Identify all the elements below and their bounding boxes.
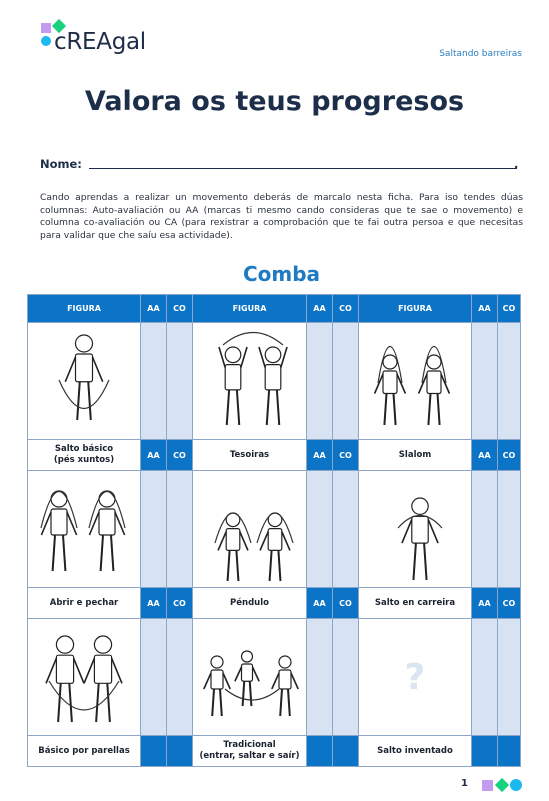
header-aa-2: AA [307, 295, 333, 323]
co-checkbox[interactable] [167, 471, 193, 588]
figure-cell [193, 471, 307, 588]
aa-checkbox[interactable] [307, 323, 333, 440]
co-checkbox[interactable] [498, 471, 521, 588]
label-row [28, 588, 521, 619]
intro-paragraph: Cando aprendas a realizar un movemento deberás de marcalo nesta ficha. Para iso tendes dúas columnas: Auto-avaliación ou AA (marcas ti mesmo cando consideras que te sae o movemento) e columna co-avaliación ou CA (para rexistrar a comprobación que te fai outra persoa e que necesitas para validar que che saíu esa actividade). [40, 192, 523, 241]
figure-cell [193, 619, 307, 736]
figure-label: Salto en carreira [359, 588, 472, 619]
name-field-end: . [514, 157, 519, 171]
creagal-logo [38, 19, 168, 55]
figure-label: Tesoiras [193, 440, 307, 471]
pendulum-jump-icon [195, 473, 305, 585]
figure-cell [193, 323, 307, 440]
footer-circle-blue [510, 779, 522, 791]
figure-cell [359, 619, 472, 736]
aa-label: AA [472, 588, 498, 619]
aa-checkbox[interactable] [141, 471, 167, 588]
figure-cell [28, 323, 141, 440]
co-label: CO [167, 440, 193, 471]
header-aa-1: AA [141, 295, 167, 323]
logo-text: cREAgal [54, 29, 146, 55]
aa-label: AA [141, 440, 167, 471]
figure-label: Básico por parellas [28, 736, 141, 767]
figure-cell [28, 619, 141, 736]
footer-diamond-green [495, 778, 509, 792]
figure-label: Salto básico (pés xuntos) [28, 440, 141, 471]
scissors-jump-icon [195, 325, 305, 437]
footer-square-purple [482, 780, 493, 791]
co-label: CO [167, 588, 193, 619]
header-figura-1: FIGURA [28, 295, 141, 323]
aa-checkbox[interactable] [472, 471, 498, 588]
figure-cell [359, 323, 472, 440]
aa-label: AA [307, 588, 333, 619]
page-number: 1 [461, 778, 468, 789]
aa-label: AA [141, 588, 167, 619]
aa-label-cell [307, 736, 333, 767]
co-label: CO [333, 588, 359, 619]
co-checkbox[interactable] [167, 619, 193, 736]
header-co-2: CO [333, 295, 359, 323]
table-row [28, 619, 521, 736]
co-checkbox[interactable] [333, 471, 359, 588]
co-label: CO [333, 440, 359, 471]
figure-label: Péndulo [193, 588, 307, 619]
table-row [28, 323, 521, 440]
slalom-jump-icon [360, 325, 470, 437]
co-checkbox[interactable] [333, 619, 359, 736]
single-jumper-icon [29, 325, 139, 437]
figure-label: Salto inventado [359, 736, 472, 767]
logo-circle-blue [41, 36, 51, 46]
co-checkbox[interactable] [498, 619, 521, 736]
co-checkbox[interactable] [333, 323, 359, 440]
co-label: CO [498, 588, 521, 619]
page-title: Valora os teus progresos [84, 86, 465, 117]
header-co-3: CO [498, 295, 521, 323]
aa-label: AA [472, 440, 498, 471]
aa-checkbox[interactable] [307, 471, 333, 588]
label-row [28, 440, 521, 471]
aa-checkbox[interactable] [307, 619, 333, 736]
progress-table [27, 294, 521, 767]
aa-checkbox[interactable] [141, 619, 167, 736]
header-figura-2: FIGURA [193, 295, 307, 323]
co-checkbox[interactable] [167, 323, 193, 440]
header-aa-3: AA [472, 295, 498, 323]
figure-label: Abrir e pechar [28, 588, 141, 619]
aa-label-cell [472, 736, 498, 767]
logo-square-purple [41, 23, 51, 33]
co-label-cell [167, 736, 193, 767]
aa-label: AA [307, 440, 333, 471]
aa-checkbox[interactable] [472, 323, 498, 440]
co-label: CO [498, 440, 521, 471]
header-co-1: CO [167, 295, 193, 323]
aa-checkbox[interactable] [141, 323, 167, 440]
open-close-jump-icon [29, 473, 139, 585]
section-title: Comba [242, 262, 321, 286]
label-row [28, 736, 521, 767]
header-tag: Saltando barreiras [439, 49, 522, 59]
group-rope-icon [195, 621, 305, 733]
aa-label-cell [141, 736, 167, 767]
figure-label: Tradicional (entrar, saltar e saír) [193, 736, 307, 767]
co-label-cell [333, 736, 359, 767]
running-jump-icon [360, 473, 470, 585]
name-field[interactable] [89, 168, 517, 169]
table-header-row [28, 295, 521, 323]
question-mark-icon: ? [404, 656, 426, 698]
header-figura-3: FIGURA [359, 295, 472, 323]
pairs-jump-icon [29, 621, 139, 733]
aa-checkbox[interactable] [472, 619, 498, 736]
figure-label: Slalom [359, 440, 472, 471]
name-label: Nome: [40, 157, 82, 171]
co-checkbox[interactable] [498, 323, 521, 440]
figure-cell [359, 471, 472, 588]
figure-cell [28, 471, 141, 588]
co-label-cell [498, 736, 521, 767]
table-row [28, 471, 521, 588]
